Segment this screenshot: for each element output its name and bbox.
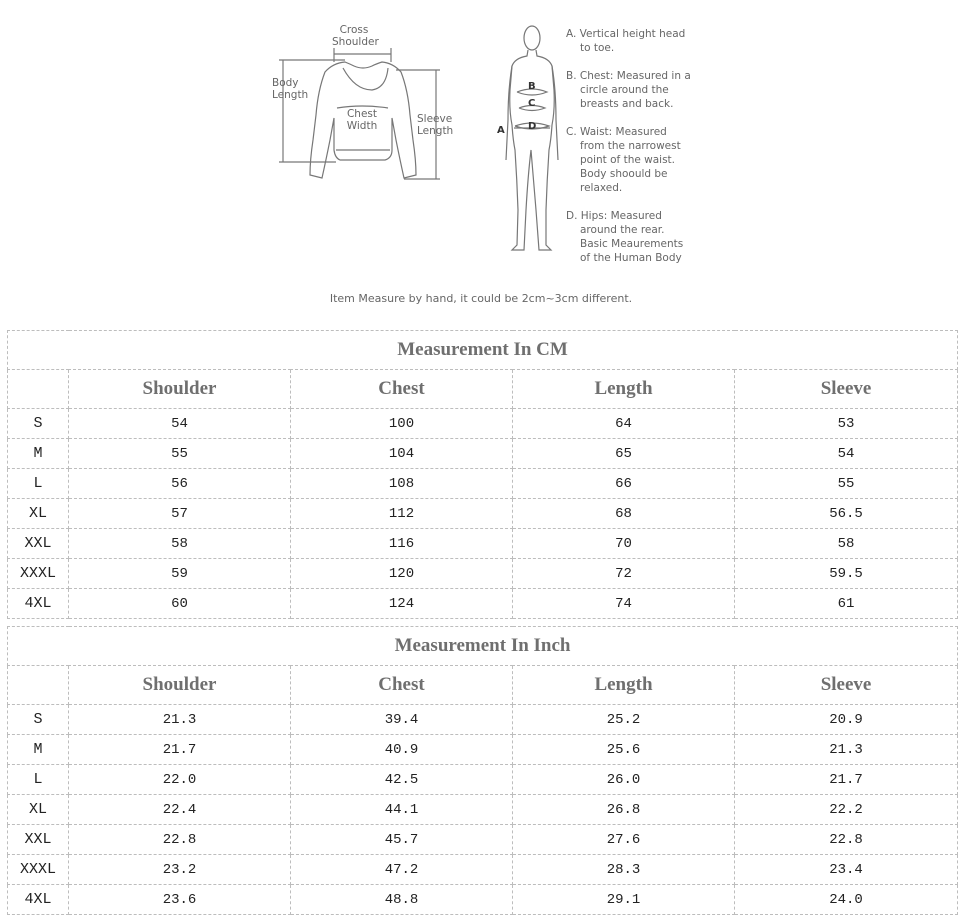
value-cell: 47.2: [291, 855, 513, 885]
value-cell: 23.2: [69, 855, 291, 885]
value-cell: 22.8: [735, 825, 958, 855]
size-cell: XL: [8, 499, 69, 529]
size-cell: S: [8, 705, 69, 735]
table-title: Measurement In Inch: [8, 627, 958, 666]
size-cell: XL: [8, 795, 69, 825]
value-cell: 55: [735, 469, 958, 499]
size-cell: S: [8, 409, 69, 439]
chest-width-label: Chest Width: [346, 108, 378, 132]
value-cell: 120: [291, 559, 513, 589]
table-inch: [7, 626, 958, 915]
header-chest: Chest: [291, 666, 513, 705]
value-cell: 72: [513, 559, 735, 589]
value-cell: 42.5: [291, 765, 513, 795]
size-cell: XXXL: [8, 855, 69, 885]
value-cell: 27.6: [513, 825, 735, 855]
table-row: [8, 439, 958, 469]
table-row: [8, 885, 958, 915]
size-cell: 4XL: [8, 885, 69, 915]
figure-body: [510, 50, 555, 250]
table-row: [8, 559, 958, 589]
table-row: [8, 765, 958, 795]
value-cell: 56: [69, 469, 291, 499]
size-cell: M: [8, 439, 69, 469]
value-cell: 25.6: [513, 735, 735, 765]
value-cell: 104: [291, 439, 513, 469]
value-cell: 22.4: [69, 795, 291, 825]
value-cell: 68: [513, 499, 735, 529]
value-cell: 66: [513, 469, 735, 499]
value-cell: 54: [735, 439, 958, 469]
figure-head: [524, 26, 540, 50]
value-cell: 53: [735, 409, 958, 439]
table-row: [8, 795, 958, 825]
figure-letter-c: C: [528, 98, 536, 109]
figure-letter-b: B: [528, 81, 536, 92]
value-cell: 22.8: [69, 825, 291, 855]
table-cm: [7, 330, 958, 619]
table-row: [8, 409, 958, 439]
value-cell: 57: [69, 499, 291, 529]
size-cell: XXL: [8, 825, 69, 855]
value-cell: 60: [69, 589, 291, 619]
header-chest: Chest: [291, 370, 513, 409]
value-cell: 21.7: [735, 765, 958, 795]
table-row: [8, 589, 958, 619]
value-cell: 29.1: [513, 885, 735, 915]
size-cell: 4XL: [8, 589, 69, 619]
value-cell: 108: [291, 469, 513, 499]
sweater-neck: [343, 68, 388, 90]
value-cell: 112: [291, 499, 513, 529]
size-cell: M: [8, 735, 69, 765]
value-cell: 21.3: [735, 735, 958, 765]
size-cell: L: [8, 469, 69, 499]
note-a: A. Vertical height head to toe.: [566, 28, 686, 54]
value-cell: 21.7: [69, 735, 291, 765]
table-row: [8, 735, 958, 765]
figure-letter-a: A: [497, 125, 505, 136]
value-cell: 58: [69, 529, 291, 559]
value-cell: 124: [291, 589, 513, 619]
note-b: B. Chest: Measured in a circle around the breasts and back.: [566, 70, 691, 110]
header-shoulder: Shoulder: [69, 666, 291, 705]
size-cell: XXL: [8, 529, 69, 559]
size-cell: L: [8, 765, 69, 795]
note-d: D. Hips: Measured around the rear. Basic Meaurements of the Human Body: [566, 210, 684, 264]
diagram-drawing: [0, 0, 962, 290]
header-length: Length: [513, 666, 735, 705]
value-cell: 70: [513, 529, 735, 559]
value-cell: 24.0: [735, 885, 958, 915]
value-cell: 48.8: [291, 885, 513, 915]
value-cell: 65: [513, 439, 735, 469]
cross-shoulder-label: Cross Shoulder: [332, 24, 379, 48]
value-cell: 54: [69, 409, 291, 439]
value-cell: 74: [513, 589, 735, 619]
value-cell: 59: [69, 559, 291, 589]
table-title: Measurement In CM: [8, 331, 958, 370]
value-cell: 116: [291, 529, 513, 559]
value-cell: 61: [735, 589, 958, 619]
value-cell: 22.2: [735, 795, 958, 825]
header-sleeve: Sleeve: [735, 370, 958, 409]
header-sleeve: Sleeve: [735, 666, 958, 705]
table-row: [8, 705, 958, 735]
header-cell: [8, 370, 69, 409]
measure-caption: Item Measure by hand, it could be 2cm~3cm different.: [329, 292, 633, 305]
table-row: [8, 469, 958, 499]
value-cell: 44.1: [291, 795, 513, 825]
value-cell: 58: [735, 529, 958, 559]
value-cell: 59.5: [735, 559, 958, 589]
size-cell: XXXL: [8, 559, 69, 589]
sleeve-length-label: Sleeve Length: [417, 113, 454, 137]
note-c: C. Waist: Measured from the narrowest point of the waist. Body shoould be relaxed.: [566, 126, 681, 194]
table-row: [8, 855, 958, 885]
table-row: [8, 529, 958, 559]
value-cell: 20.9: [735, 705, 958, 735]
value-cell: 64: [513, 409, 735, 439]
value-cell: 55: [69, 439, 291, 469]
value-cell: 21.3: [69, 705, 291, 735]
table-row: [8, 499, 958, 529]
value-cell: 40.9: [291, 735, 513, 765]
header-cell: [8, 666, 69, 705]
value-cell: 100: [291, 409, 513, 439]
value-cell: 39.4: [291, 705, 513, 735]
figure-letter-d: D: [528, 121, 537, 132]
header-shoulder: Shoulder: [69, 370, 291, 409]
value-cell: 28.3: [513, 855, 735, 885]
value-cell: 22.0: [69, 765, 291, 795]
value-cell: 26.0: [513, 765, 735, 795]
value-cell: 23.6: [69, 885, 291, 915]
value-cell: 26.8: [513, 795, 735, 825]
value-cell: 45.7: [291, 825, 513, 855]
value-cell: 23.4: [735, 855, 958, 885]
table-row: [8, 825, 958, 855]
value-cell: 25.2: [513, 705, 735, 735]
body-length-label: Body Length: [272, 77, 309, 101]
value-cell: 56.5: [735, 499, 958, 529]
header-length: Length: [513, 370, 735, 409]
measurement-diagram: [0, 0, 962, 325]
